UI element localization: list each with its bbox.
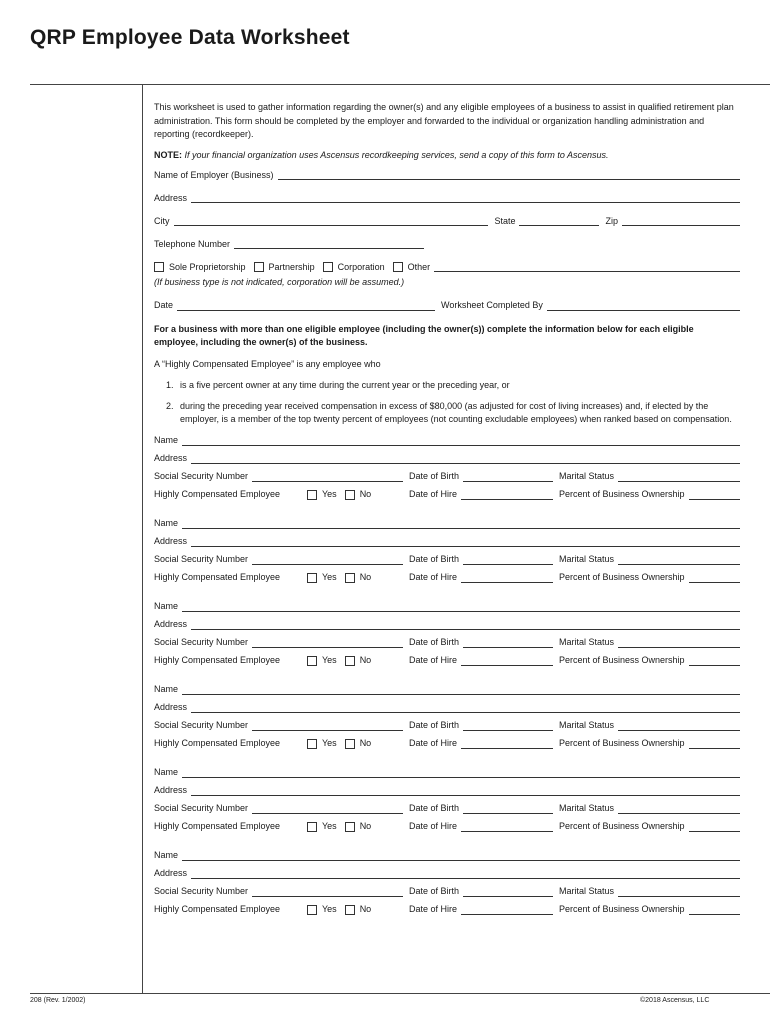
doh-label: Date of Hire	[409, 655, 458, 665]
ssn-label: Social Security Number	[154, 803, 249, 813]
business-type-hint: (If business type is not indicated, corporation will be assumed.)	[154, 277, 405, 287]
hce-yes-checkbox[interactable]	[307, 822, 317, 832]
doh-field[interactable]	[461, 656, 553, 666]
employee-ssn-row	[154, 803, 740, 816]
criteria-item	[166, 400, 740, 427]
page-title: QRP Employee Data Worksheet	[30, 26, 350, 49]
employee-name-row	[154, 601, 740, 614]
partnership-label: Partnership	[268, 261, 315, 272]
employer-address-field[interactable]	[191, 193, 740, 203]
hce-no-label: No	[359, 821, 372, 831]
employee-block	[154, 435, 740, 502]
doh-field[interactable]	[461, 739, 553, 749]
ownership-label: Percent of Business Ownership	[559, 655, 685, 665]
sole-proprietorship-checkbox[interactable]	[154, 262, 164, 272]
employee-address-field[interactable]	[191, 869, 740, 879]
ssn-field[interactable]	[252, 721, 403, 731]
employer-name-label: Name of Employer (Business)	[154, 169, 274, 180]
marital-status-field[interactable]	[618, 887, 740, 897]
ssn-field[interactable]	[252, 804, 403, 814]
employee-name-field[interactable]	[182, 685, 740, 695]
criteria-text: during the preceding year received compensation in excess of $80,000 (as adjusted for cost of living increases) and, if elected by the employer, is a member of the top twenty percent of employees (not counting excludable employees) when ranked based on compensation.	[180, 400, 732, 424]
dob-field[interactable]	[463, 804, 553, 814]
employee-address-row	[154, 619, 740, 632]
hce-yes-checkbox[interactable]	[307, 739, 317, 749]
doh-field[interactable]	[461, 490, 553, 500]
hce-no-checkbox[interactable]	[345, 822, 355, 832]
marital-status-label: Marital Status	[559, 554, 615, 564]
doh-field[interactable]	[461, 573, 553, 583]
employer-address-label: Address	[154, 192, 188, 203]
dob-label: Date of Birth	[409, 886, 460, 896]
marital-status-label: Marital Status	[559, 637, 615, 647]
dob-label: Date of Birth	[409, 637, 460, 647]
bottom-rule	[30, 993, 770, 994]
dob-field[interactable]	[463, 638, 553, 648]
hce-label: Highly Compensated Employee	[154, 738, 281, 748]
note-paragraph	[154, 149, 740, 163]
doh-label: Date of Hire	[409, 738, 458, 748]
hce-no-checkbox[interactable]	[345, 905, 355, 915]
employee-block	[154, 850, 740, 917]
sole-proprietorship-label: Sole Proprietorship	[169, 261, 246, 272]
dob-label: Date of Birth	[409, 471, 460, 481]
zip-label: Zip	[605, 215, 618, 226]
note-label: NOTE:	[154, 149, 182, 160]
employee-name-row	[154, 850, 740, 863]
employee-name-label: Name	[154, 767, 179, 777]
left-rule	[142, 84, 143, 994]
dob-field[interactable]	[463, 721, 553, 731]
ownership-field[interactable]	[689, 573, 740, 583]
hce-yes-label: Yes	[322, 738, 337, 748]
criteria-item	[166, 379, 740, 393]
business-type-row	[154, 261, 740, 274]
employee-address-row	[154, 453, 740, 466]
intro-paragraph: This worksheet is used to gather information regarding the owner(s) and any eligible employees of a business to assist in qualified retirement plan administration. This form should be completed by the employer and forwarded to the individual or organization handling administration and reporting (recordkeeper).	[154, 102, 734, 139]
note-text: If your financial organization uses Ascensus recordkeeping services, send a copy of this form to Ascensus.	[184, 149, 609, 160]
partnership-checkbox[interactable]	[254, 262, 264, 272]
hce-yes-checkbox[interactable]	[307, 656, 317, 666]
hce-no-checkbox[interactable]	[345, 739, 355, 749]
worksheet-body	[154, 101, 740, 933]
dob-field[interactable]	[463, 555, 553, 565]
employee-name-label: Name	[154, 684, 179, 694]
ssn-label: Social Security Number	[154, 720, 249, 730]
employee-address-label: Address	[154, 868, 188, 878]
hce-yes-checkbox[interactable]	[307, 573, 317, 583]
employee-address-field[interactable]	[191, 703, 740, 713]
employee-address-field[interactable]	[191, 537, 740, 547]
doh-label: Date of Hire	[409, 489, 458, 499]
date-field[interactable]	[177, 301, 435, 311]
employee-hce-row	[154, 738, 740, 751]
telephone-row	[154, 238, 740, 251]
ownership-field[interactable]	[689, 905, 740, 915]
employee-address-label: Address	[154, 453, 188, 463]
date-completed-row	[154, 300, 740, 313]
ssn-field[interactable]	[252, 887, 403, 897]
city-field[interactable]	[174, 216, 489, 226]
hce-yes-label: Yes	[322, 821, 337, 831]
employee-block	[154, 601, 740, 668]
employee-ssn-row	[154, 637, 740, 650]
marital-status-label: Marital Status	[559, 803, 615, 813]
city-state-zip-row	[154, 215, 740, 228]
doh-label: Date of Hire	[409, 572, 458, 582]
hce-label: Highly Compensated Employee	[154, 821, 281, 831]
ownership-field[interactable]	[689, 822, 740, 832]
copyright: ©2018 Ascensus, LLC	[640, 997, 710, 1004]
employee-ssn-row	[154, 471, 740, 484]
hce-no-label: No	[359, 572, 372, 582]
employee-hce-row	[154, 489, 740, 502]
marital-status-field[interactable]	[618, 472, 740, 482]
hce-yes-checkbox[interactable]	[307, 490, 317, 500]
employee-ssn-row	[154, 720, 740, 733]
employee-address-field[interactable]	[191, 620, 740, 630]
dob-label: Date of Birth	[409, 803, 460, 813]
employee-name-label: Name	[154, 850, 179, 860]
employee-hce-row	[154, 821, 740, 834]
ssn-field[interactable]	[252, 472, 403, 482]
doh-label: Date of Hire	[409, 821, 458, 831]
ownership-field[interactable]	[689, 739, 740, 749]
hce-no-label: No	[359, 655, 372, 665]
hce-label: Highly Compensated Employee	[154, 655, 281, 665]
employee-blocks	[154, 435, 740, 917]
employee-hce-row	[154, 572, 740, 585]
dob-field[interactable]	[463, 472, 553, 482]
form-number: 208 (Rev. 1/2002)	[30, 997, 86, 1004]
employee-ssn-row	[154, 886, 740, 899]
employee-name-field[interactable]	[182, 519, 740, 529]
marital-status-label: Marital Status	[559, 471, 615, 481]
marital-status-label: Marital Status	[559, 886, 615, 896]
ssn-label: Social Security Number	[154, 471, 249, 481]
ownership-label: Percent of Business Ownership	[559, 821, 685, 831]
marital-status-field[interactable]	[618, 721, 740, 731]
hce-no-checkbox[interactable]	[345, 656, 355, 666]
ownership-field[interactable]	[689, 656, 740, 666]
employer-name-field[interactable]	[278, 170, 740, 180]
hce-yes-label: Yes	[322, 489, 337, 499]
criteria-number: 2.	[166, 400, 174, 411]
employee-name-label: Name	[154, 518, 179, 528]
employee-name-row	[154, 435, 740, 448]
criteria-number: 1.	[166, 380, 174, 390]
marital-status-field[interactable]	[618, 804, 740, 814]
dob-label: Date of Birth	[409, 554, 460, 564]
completed-by-field[interactable]	[547, 301, 740, 311]
doh-field[interactable]	[461, 822, 553, 832]
telephone-label: Telephone Number	[154, 238, 231, 249]
employee-block	[154, 684, 740, 751]
marital-status-field[interactable]	[618, 638, 740, 648]
ssn-field[interactable]	[252, 638, 403, 648]
hce-yes-label: Yes	[322, 904, 337, 914]
doh-field[interactable]	[461, 905, 553, 915]
employee-name-field[interactable]	[182, 768, 740, 778]
marital-status-label: Marital Status	[559, 720, 615, 730]
corporation-checkbox[interactable]	[323, 262, 333, 272]
doh-label: Date of Hire	[409, 904, 458, 914]
employee-hce-row	[154, 655, 740, 668]
hce-criteria-list	[154, 379, 740, 427]
employee-name-field[interactable]	[182, 851, 740, 861]
hce-no-label: No	[359, 904, 372, 914]
employee-name-row	[154, 684, 740, 697]
employee-address-field[interactable]	[191, 454, 740, 464]
employee-address-field[interactable]	[191, 786, 740, 796]
city-label: City	[154, 215, 170, 226]
employee-name-label: Name	[154, 601, 179, 611]
hce-no-checkbox[interactable]	[345, 490, 355, 500]
employee-address-label: Address	[154, 702, 188, 712]
ssn-field[interactable]	[252, 555, 403, 565]
hce-no-label: No	[359, 738, 372, 748]
hce-label: Highly Compensated Employee	[154, 572, 281, 582]
top-rule	[30, 84, 770, 85]
employee-name-field[interactable]	[182, 436, 740, 446]
employee-ssn-row	[154, 554, 740, 567]
state-label: State	[494, 215, 516, 226]
employee-name-row	[154, 518, 740, 531]
zip-field[interactable]	[622, 216, 740, 226]
ownership-field[interactable]	[689, 490, 740, 500]
employee-address-label: Address	[154, 619, 188, 629]
other-business-type-field[interactable]	[434, 262, 740, 272]
employee-block	[154, 518, 740, 585]
instructions-paragraph: For a business with more than one eligible employee (including the owner(s)) complete the information below for each eligible employee, including the owner(s) of the business.	[154, 323, 694, 347]
ownership-label: Percent of Business Ownership	[559, 489, 685, 499]
criteria-text: is a five percent owner at any time during the current year or the preceding year, or	[180, 380, 510, 390]
corporation-label: Corporation	[337, 261, 385, 272]
hce-label: Highly Compensated Employee	[154, 489, 281, 499]
ownership-label: Percent of Business Ownership	[559, 904, 685, 914]
employee-address-label: Address	[154, 785, 188, 795]
ownership-label: Percent of Business Ownership	[559, 738, 685, 748]
date-label: Date	[154, 300, 174, 310]
hce-no-label: No	[359, 489, 372, 499]
hce-yes-label: Yes	[322, 572, 337, 582]
employee-name-label: Name	[154, 435, 179, 445]
other-label: Other	[407, 261, 431, 272]
employer-name-row	[154, 169, 740, 182]
employee-address-label: Address	[154, 536, 188, 546]
dob-field[interactable]	[463, 887, 553, 897]
marital-status-field[interactable]	[618, 555, 740, 565]
employee-address-row	[154, 702, 740, 715]
employee-address-row	[154, 785, 740, 798]
employee-address-row	[154, 536, 740, 549]
other-checkbox[interactable]	[393, 262, 403, 272]
ssn-label: Social Security Number	[154, 554, 249, 564]
ssn-label: Social Security Number	[154, 886, 249, 896]
ssn-label: Social Security Number	[154, 637, 249, 647]
employee-address-row	[154, 868, 740, 881]
hce-label: Highly Compensated Employee	[154, 904, 281, 914]
ownership-label: Percent of Business Ownership	[559, 572, 685, 582]
telephone-field[interactable]	[234, 239, 424, 249]
employee-block	[154, 767, 740, 834]
employee-name-field[interactable]	[182, 602, 740, 612]
hce-yes-checkbox[interactable]	[307, 905, 317, 915]
employer-address-row	[154, 192, 740, 205]
employee-name-row	[154, 767, 740, 780]
completed-by-label: Worksheet Completed By	[441, 300, 543, 310]
employee-hce-row	[154, 904, 740, 917]
hce-no-checkbox[interactable]	[345, 573, 355, 583]
dob-label: Date of Birth	[409, 720, 460, 730]
hce-yes-label: Yes	[322, 655, 337, 665]
hce-definition: A “Highly Compensated Employee” is any employee who	[154, 358, 381, 369]
state-field[interactable]	[519, 216, 599, 226]
